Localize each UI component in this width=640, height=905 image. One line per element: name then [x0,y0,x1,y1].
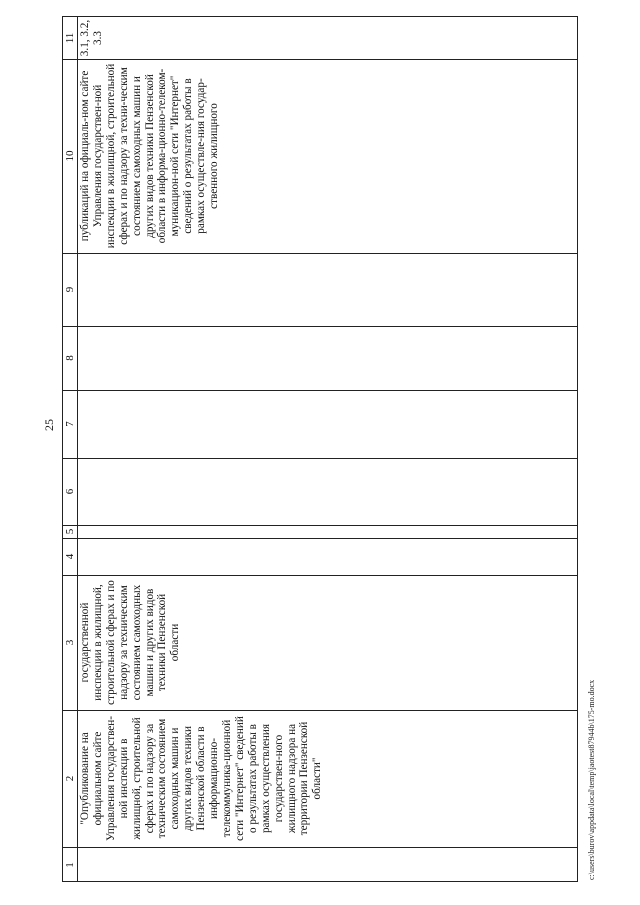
cell-col8 [79,328,575,388]
cell-col6 [79,460,575,523]
col-header-8: 8 [64,355,76,361]
file-path-footer: c:\users\burov\appdata\local\temp\jaotest87944b\175-mo.docx [587,679,596,880]
header-separator [77,17,78,881]
page-number: 25 [42,419,56,431]
col-header-11: 11 [64,32,76,44]
cell-col2: "Опубликование на официальном сайте Управления государствен-ной инспекции в жилищной, строительной сферах и по надзору за техническим состоянием самоходных машин и других видов техники Пензенской области в информационно-телекоммуника-ционной сети "Интернет" сведений о результатах работы в рамках осуществления государствен-ного жилищного надзора на территории Пензенской области" [79,716,324,841]
row-divider [63,458,577,459]
col-header-6: 6 [64,488,76,495]
cell-col4 [79,540,575,573]
col-header-1: 1 [64,862,76,868]
row-divider [63,326,577,327]
col-header-4: 4 [64,553,76,560]
row-divider [63,253,577,254]
col-header-9: 9 [64,286,76,293]
cell-col7 [79,392,575,456]
col-header-7: 7 [64,421,76,427]
row-divider [63,538,577,539]
col-header-5: 5 [64,528,76,535]
data-table [62,16,578,882]
row-divider [63,575,577,576]
col-header-2: 2 [64,775,76,782]
col-header-3: 3 [64,639,76,646]
cell-col3: государственной инспекции в жилищной, строительной сферах и по надзору за техническим состоянием самоходных машин и других видов техники Пензенской области [79,580,182,705]
cell-col5 [79,527,575,536]
row-divider [63,847,577,848]
cell-col10: публикаций на официаль-ном сайте Управления государствен-ной инспекции в жилищной, строительной сферах и по надзору за техни-ческим состоянием самоходных машин и других видов техники Пензенской области в информа-ционно-телеком-муникацион-ной сети "Интернет" сведений о результатах работы в рамках осуществле-ния государ-ственного жилищного [79,63,221,249]
cell-col9 [79,255,575,324]
cell-col1 [79,849,575,881]
cell-col11: 3.1, 3.2, 3.3 [79,19,104,57]
row-divider [63,710,577,711]
row-divider [63,59,577,60]
row-divider [63,390,577,391]
col-header-10: 10 [64,150,76,162]
row-divider [63,525,577,526]
